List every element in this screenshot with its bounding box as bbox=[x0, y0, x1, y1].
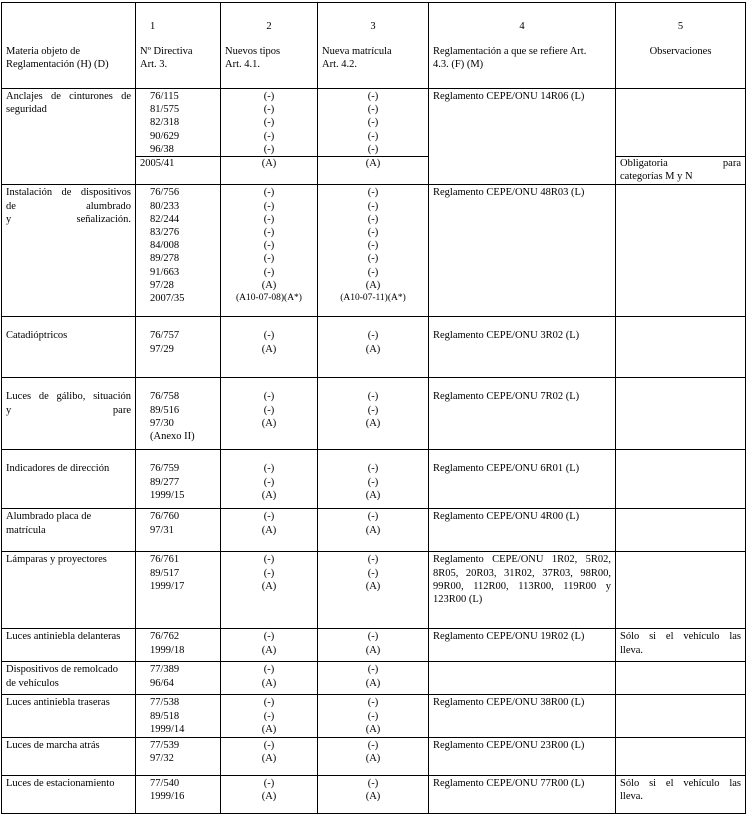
observations-cell bbox=[616, 509, 746, 552]
new-registration-value: (-) bbox=[367, 554, 379, 566]
new-registration-cell bbox=[318, 552, 429, 629]
subject-cell bbox=[2, 695, 136, 738]
regulation-text: Reglamento CEPE/ONU 77R00 (L) bbox=[433, 778, 585, 790]
new-types-value: (-) bbox=[263, 511, 275, 523]
new-types-cell bbox=[221, 317, 318, 378]
new-registration-value: (A) bbox=[365, 580, 381, 592]
directive-number: 96/38 bbox=[150, 143, 174, 155]
new-types-value: (-) bbox=[263, 213, 275, 225]
new-registration-value: (-) bbox=[367, 143, 379, 155]
new-registration-cell bbox=[318, 89, 429, 185]
directive-number: 76/757 bbox=[150, 330, 180, 342]
directive-number: 90/629 bbox=[150, 130, 180, 142]
directive-number: 97/28 bbox=[150, 279, 174, 291]
regulation-text: 123R00 (L) bbox=[433, 594, 483, 606]
header-observations: 5 Observaciones bbox=[616, 3, 746, 89]
new-registration-value: (-) bbox=[367, 227, 379, 239]
new-registration-cell bbox=[318, 450, 429, 509]
subject-text: Alumbrado placa de bbox=[6, 511, 92, 523]
new-registration-value: (A) bbox=[365, 343, 381, 355]
directive-number: 76/760 bbox=[150, 511, 180, 523]
new-registration-value: (-) bbox=[367, 391, 379, 403]
new-types-cell bbox=[221, 509, 318, 552]
new-registration-value: (-) bbox=[367, 404, 379, 416]
new-types-value: (-) bbox=[263, 554, 275, 566]
observation-spacer bbox=[620, 90, 741, 156]
new-registration-value: (-) bbox=[367, 91, 379, 102]
new-types-value: (-) bbox=[263, 710, 275, 722]
subject-text: Luces antiniebla delanteras bbox=[6, 631, 121, 643]
directive-number: 96/64 bbox=[150, 677, 174, 689]
directive-number: 89/278 bbox=[150, 253, 180, 265]
table-row bbox=[2, 89, 746, 185]
regulation-text: 99R00, 112R00, 113R00, 119R00 y bbox=[433, 580, 611, 592]
directive-number: 1999/16 bbox=[150, 791, 185, 803]
subject-text: Catadióptricos bbox=[6, 330, 68, 342]
new-types-value: (-) bbox=[263, 404, 275, 416]
subject-cell bbox=[2, 509, 136, 552]
subject-text: seguridad bbox=[6, 104, 47, 116]
directive-cell bbox=[136, 629, 221, 662]
directive-number: 83/276 bbox=[150, 227, 180, 239]
directive-cell bbox=[136, 378, 221, 450]
directive-number: 77/539 bbox=[150, 740, 180, 752]
subject-cell bbox=[2, 317, 136, 378]
new-types-value: (A) bbox=[261, 489, 277, 501]
directive-number: 76/756 bbox=[150, 187, 180, 199]
directive-cell bbox=[136, 738, 221, 776]
new-registration-value: (-) bbox=[367, 213, 379, 225]
new-types-value: (-) bbox=[263, 740, 275, 752]
regulation-cell bbox=[429, 738, 616, 776]
regulation-cell bbox=[429, 629, 616, 662]
directive-number: 76/759 bbox=[150, 463, 180, 475]
subject-text: matrícula bbox=[6, 524, 46, 536]
new-types-value: (A) bbox=[261, 343, 277, 355]
regulation-table bbox=[1, 2, 746, 814]
observations-cell bbox=[616, 378, 746, 450]
directive-number: 1999/17 bbox=[150, 580, 185, 592]
table-row bbox=[2, 552, 746, 629]
observation-text: categorías M y N bbox=[620, 171, 693, 183]
directive-number: 89/518 bbox=[150, 710, 180, 722]
observations-cell bbox=[616, 629, 746, 662]
observation-text: lleva. bbox=[620, 644, 644, 656]
new-types-value: (-) bbox=[263, 200, 275, 212]
directive-number: 91/663 bbox=[150, 266, 180, 278]
new-types-value: (-) bbox=[263, 567, 275, 579]
header-row bbox=[2, 3, 746, 89]
regulation-cell bbox=[429, 509, 616, 552]
new-types-cell bbox=[221, 378, 318, 450]
subject-cell bbox=[2, 450, 136, 509]
directive-number: 1999/18 bbox=[150, 644, 185, 656]
directive-cell bbox=[136, 695, 221, 738]
new-registration-value: (-) bbox=[367, 463, 379, 475]
observation-text: Obligatoria para bbox=[620, 158, 741, 169]
directive-number: 81/575 bbox=[150, 104, 180, 116]
new-registration-value: (-) bbox=[367, 511, 379, 523]
regulation-cell bbox=[429, 662, 616, 695]
new-registration-value: (-) bbox=[367, 266, 379, 278]
directive-number: 1999/14 bbox=[150, 723, 185, 735]
regulation-cell bbox=[429, 450, 616, 509]
observations-cell bbox=[616, 317, 746, 378]
new-types-value: (-) bbox=[263, 130, 275, 142]
regulation-cell bbox=[429, 695, 616, 738]
new-registration-value: (A) bbox=[318, 156, 428, 170]
new-types-value: (A) bbox=[261, 417, 277, 429]
new-types-cell bbox=[221, 89, 318, 185]
directive-number: 76/761 bbox=[150, 554, 180, 566]
subject-text: Dispositivos de remolcado bbox=[6, 664, 118, 676]
observations-cell bbox=[616, 450, 746, 509]
new-registration-cell bbox=[318, 185, 429, 317]
new-types-cell bbox=[221, 629, 318, 662]
table-row bbox=[2, 378, 746, 450]
new-registration-cell bbox=[318, 629, 429, 662]
new-registration-value: (-) bbox=[367, 740, 379, 752]
new-types-value: (A) bbox=[261, 524, 277, 536]
subject-cell bbox=[2, 662, 136, 695]
directive-number: 89/516 bbox=[150, 404, 180, 416]
new-types-value: (-) bbox=[263, 476, 275, 488]
new-types-cell bbox=[221, 776, 318, 814]
new-registration-value: (-) bbox=[367, 130, 379, 142]
table-row bbox=[2, 662, 746, 695]
regulation-cell bbox=[429, 89, 616, 185]
directive-number: 97/32 bbox=[150, 753, 174, 765]
new-types-value: (-) bbox=[263, 631, 275, 643]
subject-cell bbox=[2, 738, 136, 776]
observations-cell bbox=[616, 738, 746, 776]
subject-cell bbox=[2, 89, 136, 185]
new-types-cell bbox=[221, 450, 318, 509]
subject-text: y pare bbox=[6, 404, 131, 416]
directive-cell bbox=[136, 552, 221, 629]
new-types-value: (-) bbox=[263, 117, 275, 129]
new-types-value: (-) bbox=[263, 778, 275, 790]
new-registration-value: (A) bbox=[365, 753, 381, 765]
directive-number: 77/540 bbox=[150, 778, 180, 790]
directive-cell bbox=[136, 89, 221, 185]
observations-cell bbox=[616, 552, 746, 629]
regulation-cell bbox=[429, 317, 616, 378]
table-row bbox=[2, 317, 746, 378]
new-types-value: (-) bbox=[263, 227, 275, 239]
directive-number: 82/244 bbox=[150, 213, 180, 225]
new-types-value: (A) bbox=[261, 644, 277, 656]
directive-number: 77/389 bbox=[150, 664, 180, 676]
subject-text: de vehículos bbox=[6, 677, 59, 689]
header-directive: 1 Nº Directiva Art. 3. bbox=[136, 3, 221, 89]
directive-number: 2007/35 bbox=[150, 293, 185, 305]
observation-text: lleva. bbox=[620, 791, 644, 803]
directive-number: 97/29 bbox=[150, 343, 174, 355]
regulation-cell bbox=[429, 552, 616, 629]
new-registration-value: (-) bbox=[367, 187, 379, 199]
regulation-text: 8R05, 20R03, 31R02, 37R03, 98R00, bbox=[433, 567, 611, 579]
regulation-text: Reglamento CEPE/ONU 4R00 (L) bbox=[433, 511, 580, 523]
new-types-value: (-) bbox=[263, 330, 275, 342]
observation-text: Sólo si el vehículo las bbox=[620, 778, 741, 790]
new-registration-value: (-) bbox=[367, 117, 379, 129]
directive-number: 76/758 bbox=[150, 391, 180, 403]
new-types-value: (A) bbox=[261, 791, 277, 803]
subject-text: y señalización. bbox=[6, 213, 131, 225]
new-types-value: (A10-07-08)(A*) bbox=[236, 293, 302, 304]
directive-cell bbox=[136, 185, 221, 317]
new-types-value: (-) bbox=[263, 104, 275, 116]
directive-number: 1999/15 bbox=[150, 489, 185, 501]
new-types-value: (A) bbox=[261, 723, 277, 735]
new-registration-value: (A10-07-11)(A*) bbox=[340, 293, 406, 304]
subject-text: Anclajes de cinturones de bbox=[6, 91, 131, 102]
new-registration-value: (-) bbox=[367, 664, 379, 676]
subject-cell bbox=[2, 776, 136, 814]
new-types-value: (-) bbox=[263, 143, 275, 155]
new-registration-value: (-) bbox=[367, 104, 379, 116]
subject-text: Indicadores de dirección bbox=[6, 463, 110, 475]
table-row bbox=[2, 450, 746, 509]
regulation-text: Reglamento CEPE/ONU 38R00 (L) bbox=[433, 697, 585, 709]
regulation-text: Reglamento CEPE/ONU 6R01 (L) bbox=[433, 463, 580, 475]
regulation-cell bbox=[429, 378, 616, 450]
table-row bbox=[2, 629, 746, 662]
regulation-text: Reglamento CEPE/ONU 14R06 (L) bbox=[433, 91, 585, 102]
directive-number: 76/762 bbox=[150, 631, 180, 643]
new-registration-value: (A) bbox=[365, 723, 381, 735]
new-registration-value: (-) bbox=[367, 330, 379, 342]
new-registration-value: (A) bbox=[365, 417, 381, 429]
new-types-value: (-) bbox=[263, 253, 275, 265]
subject-text: Luces de estacionamiento bbox=[6, 778, 115, 790]
regulation-text: Reglamento CEPE/ONU 3R02 (L) bbox=[433, 330, 580, 342]
directive-cell bbox=[136, 776, 221, 814]
header-regulation: 4 Reglamentación a que se refiere Art. 4.3. (F) (M) bbox=[429, 3, 616, 89]
observations-cell bbox=[616, 662, 746, 695]
header-subject: Materia objeto de Reglamentación (H) (D) bbox=[2, 3, 136, 89]
subject-cell bbox=[2, 629, 136, 662]
table-row bbox=[2, 695, 746, 738]
subject-text: Instalación de dispositivos bbox=[6, 187, 131, 199]
new-types-value: (A) bbox=[261, 279, 277, 291]
new-registration-value: (A) bbox=[365, 644, 381, 656]
table-row bbox=[2, 776, 746, 814]
observations-cell bbox=[616, 89, 746, 185]
new-registration-value: (-) bbox=[367, 200, 379, 212]
directive-cell bbox=[136, 450, 221, 509]
new-types-value: (A) bbox=[261, 580, 277, 592]
directive-cell bbox=[136, 662, 221, 695]
new-types-value: (A) bbox=[261, 677, 277, 689]
new-registration-value: (-) bbox=[367, 697, 379, 709]
regulation-text: Reglamento CEPE/ONU 48R03 (L) bbox=[433, 187, 585, 199]
new-registration-cell bbox=[318, 662, 429, 695]
new-types-value: (-) bbox=[263, 463, 275, 475]
new-registration-cell bbox=[318, 509, 429, 552]
directive-number: 97/31 bbox=[150, 524, 174, 536]
directive-number: 82/318 bbox=[150, 117, 180, 129]
observations-cell bbox=[616, 185, 746, 317]
table-row bbox=[2, 509, 746, 552]
subject-cell bbox=[2, 552, 136, 629]
directive-cell bbox=[136, 509, 221, 552]
observations-cell bbox=[616, 776, 746, 814]
directive-number: 89/277 bbox=[150, 476, 180, 488]
new-registration-value: (-) bbox=[367, 476, 379, 488]
new-registration-cell bbox=[318, 317, 429, 378]
directive-number: 97/30 bbox=[150, 417, 174, 429]
header-new-registration: 3 Nueva matrícula Art. 4.2. bbox=[318, 3, 429, 89]
regulation-text: Reglamento CEPE/ONU 23R00 (L) bbox=[433, 740, 585, 752]
new-registration-value: (-) bbox=[367, 253, 379, 265]
directive-number: 89/517 bbox=[150, 567, 180, 579]
new-types-cell bbox=[221, 695, 318, 738]
directive-number: 76/115 bbox=[150, 91, 179, 102]
new-types-value: (-) bbox=[263, 266, 275, 278]
regulation-text: Reglamento CEPE/ONU 19R02 (L) bbox=[433, 631, 585, 643]
new-registration-value: (A) bbox=[365, 677, 381, 689]
new-registration-value: (A) bbox=[365, 279, 381, 291]
regulation-cell bbox=[429, 776, 616, 814]
regulation-cell bbox=[429, 185, 616, 317]
directive-number: 84/008 bbox=[150, 240, 180, 252]
new-registration-cell bbox=[318, 695, 429, 738]
subject-text: de alumbrado bbox=[6, 200, 131, 212]
new-types-cell bbox=[221, 552, 318, 629]
new-types-value: (A) bbox=[221, 156, 317, 170]
table-row bbox=[2, 738, 746, 776]
new-registration-value: (-) bbox=[367, 567, 379, 579]
new-types-value: (A) bbox=[261, 753, 277, 765]
new-registration-cell bbox=[318, 378, 429, 450]
directive-number: 80/233 bbox=[150, 200, 180, 212]
subject-cell bbox=[2, 185, 136, 317]
new-registration-cell bbox=[318, 776, 429, 814]
observations-cell bbox=[616, 695, 746, 738]
observation-text: Sólo si el vehículo las bbox=[620, 631, 741, 643]
new-registration-value: (A) bbox=[365, 489, 381, 501]
subject-text: Luces de marcha atrás bbox=[6, 740, 100, 752]
new-registration-value: (-) bbox=[367, 631, 379, 643]
new-registration-value: (-) bbox=[367, 710, 379, 722]
new-types-value: (-) bbox=[263, 664, 275, 676]
new-types-cell bbox=[221, 185, 318, 317]
regulation-text: Reglamento CEPE/ONU 7R02 (L) bbox=[433, 391, 580, 403]
directive-number: 2005/41 bbox=[136, 156, 220, 170]
subject-cell bbox=[2, 378, 136, 450]
new-registration-cell bbox=[318, 738, 429, 776]
observation-note bbox=[616, 156, 745, 183]
new-types-value: (-) bbox=[263, 91, 275, 102]
new-registration-value: (-) bbox=[367, 240, 379, 252]
new-types-value: (-) bbox=[263, 240, 275, 252]
directive-number: (Anexo II) bbox=[150, 431, 195, 443]
regulation-text: Reglamento CEPE/ONU 1R02, 5R02, bbox=[433, 554, 611, 566]
new-registration-value: (A) bbox=[365, 791, 381, 803]
subject-text: Luces de gálibo, situación bbox=[6, 391, 131, 403]
header-new-types: 2 Nuevos tipos Art. 4.1. bbox=[221, 3, 318, 89]
table-row bbox=[2, 185, 746, 317]
new-types-value: (-) bbox=[263, 697, 275, 709]
new-types-value: (-) bbox=[263, 187, 275, 199]
directive-number: 77/538 bbox=[150, 697, 180, 709]
new-types-value: (-) bbox=[263, 391, 275, 403]
new-registration-value: (A) bbox=[365, 524, 381, 536]
directive-cell bbox=[136, 317, 221, 378]
subject-text: Luces antiniebla traseras bbox=[6, 697, 110, 709]
new-types-cell bbox=[221, 738, 318, 776]
new-registration-value: (-) bbox=[367, 778, 379, 790]
subject-text: Lámparas y proyectores bbox=[6, 554, 107, 566]
new-types-cell bbox=[221, 662, 318, 695]
